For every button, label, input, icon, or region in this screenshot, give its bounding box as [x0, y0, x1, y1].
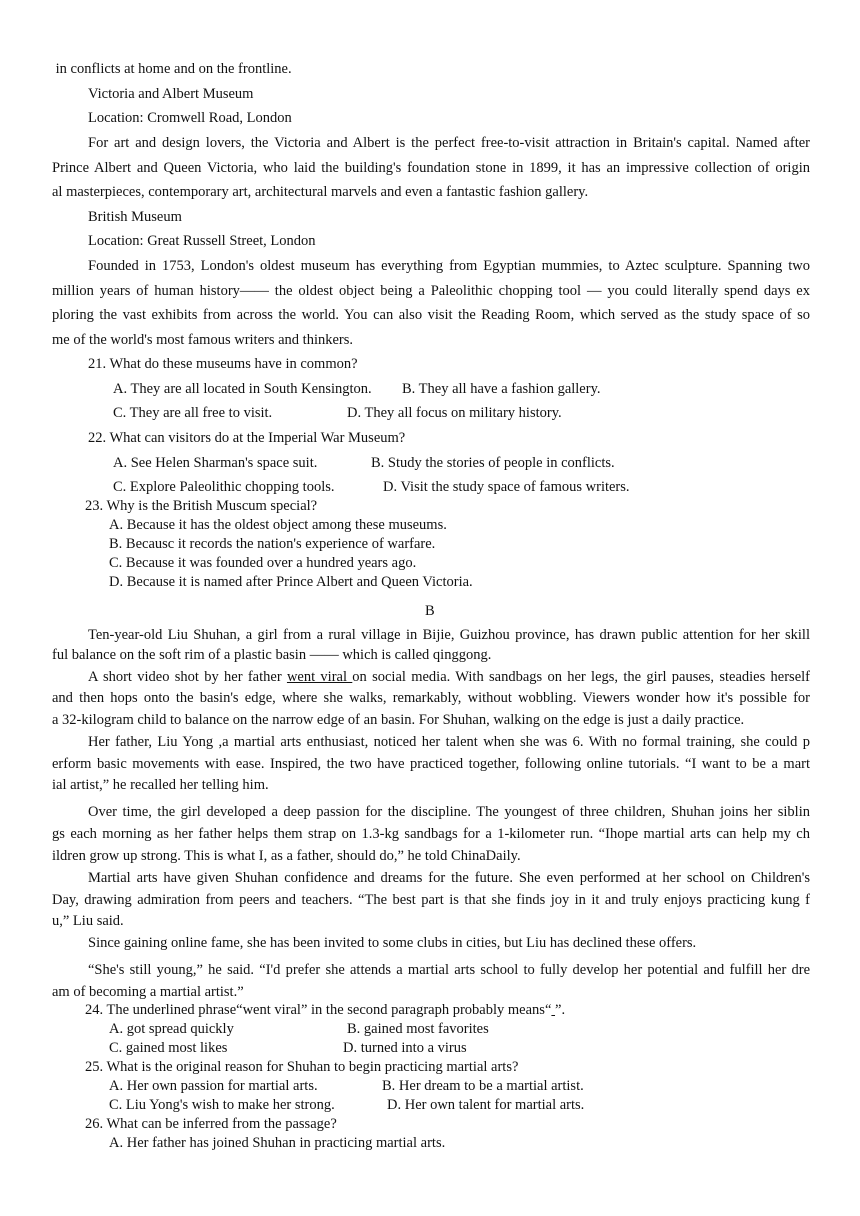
passage-line: ful balance on the soft rim of a plastic basin —— which is called qinggong. [52, 647, 492, 663]
passage-text: on social media. With sandbags on her legs, the girl pauses, steadies herself [352, 669, 810, 685]
passage-line: gs each morning as her father helps them strap on 1.3-kg sandbags for a 1-kilometer run. “Ihope martial arts can help my ch [52, 826, 810, 842]
passage-line: and then hops onto the basin's edge, where she walks, remarkably, without wobbling. Viewers wonder how it's possible for [52, 690, 810, 706]
underlined-phrase: went viral [286, 669, 353, 685]
passage-line: “She's still young,” he said. “I'd prefer she attends a martial arts school to fully develop her potential and fulfill her dre [88, 962, 810, 978]
question-stem: 21. What do these museums have in common? [88, 356, 358, 372]
passage-line: Since gaining online fame, she has been invited to some clubs in cities, but Liu has declined these offers. [88, 935, 697, 951]
option-d: D. They all focus on military history. [347, 405, 562, 421]
option-c: C. Liu Yong's wish to make her strong. [109, 1097, 335, 1113]
passage-line: me of the world's most famous writers and thinkers. [52, 332, 354, 348]
passage-line: Founded in 1753, London's oldest museum has everything from Egyptian mummies, to Aztec sculpture. Spanning two [88, 258, 810, 274]
question-stem [85, 1001, 565, 1019]
question-text: ”. [555, 1002, 566, 1018]
passage-line: For art and design lovers, the Victoria and Albert is the perfect free-to-visit attraction in Britain's capital. Named after [88, 135, 810, 151]
question-stem: 25. What is the original reason for Shuhan to begin practicing martial arts? [85, 1059, 519, 1075]
option-a: A. Her own passion for martial arts. [109, 1078, 318, 1094]
option-b: B. Her dream to be a martial artist. [382, 1078, 584, 1094]
passage-line: a 32-kilogram child to balance on the narrow edge of an basin. For Shuhan, walking on the edge is just a daily practice. [52, 712, 745, 728]
option-d: D. Her own talent for martial arts. [387, 1097, 585, 1113]
option-b: B. Study the stories of people in conflicts. [371, 455, 615, 471]
option-c: C. gained most likes [109, 1040, 228, 1056]
option-b: B. Becausc it records the nation's experience of warfare. [109, 536, 436, 552]
passage-line: ial artist,” he recalled her telling him. [52, 777, 269, 793]
passage-line: Her father, Liu Yong ,a martial arts enthusiast, noticed her talent when she was 6. With no formal training, she could p [88, 734, 810, 750]
option-a: A. got spread quickly [109, 1021, 234, 1037]
passage-line: erform basic movements with ease. Inspired, the two have practiced together, following online tutorials. “I want to be a mart [52, 756, 810, 772]
question-stem: 23. Why is the British Muscum special? [85, 498, 318, 514]
passage-line: al masterpieces, contemporary art, architectural marvels and even a fantastic fashion gallery. [52, 184, 589, 200]
passage-line [52, 668, 810, 686]
passage-line: Day, drawing admiration from peers and teachers. “The best part is that she finds joy in it and truly enjoys practicing kung f [52, 892, 810, 908]
question-stem: 26. What can be inferred from the passage? [85, 1116, 337, 1132]
option-c: C. Because it was founded over a hundred years ago. [109, 555, 417, 571]
option-a: A. See Helen Sharman's space suit. [113, 455, 318, 471]
option-b: B. They all have a fashion gallery. [402, 381, 601, 397]
passage-line: Ten-year-old Liu Shuhan, a girl from a rural village in Bijie, Guizhou province, has drawn public attention for her skill [88, 627, 810, 643]
option-c: C. They are all free to visit. [113, 405, 273, 421]
option-b: B. gained most favorites [347, 1021, 489, 1037]
passage-line: am of becoming a martial artist.” [52, 984, 244, 1000]
option-a: A. They are all located in South Kensington. [113, 381, 372, 397]
option-d: D. turned into a virus [343, 1040, 467, 1056]
question-stem: 22. What can visitors do at the Imperial War Museum? [88, 430, 406, 446]
option-a: A. Because it has the oldest object among these museums. [109, 517, 447, 533]
passage-line: Prince Albert and Queen Victoria, who laid the building's foundation stone in 1899, it has an impressive collection of origin [52, 160, 810, 176]
question-text: 24. The underlined phrase“went viral” in the second paragraph probably means“ [85, 1002, 552, 1018]
option-c: C. Explore Paleolithic chopping tools. [113, 479, 335, 495]
museum-location-va: Location: Cromwell Road, London [88, 110, 292, 126]
museum-title-va: Victoria and Albert Museum [88, 86, 254, 102]
option-d: D. Visit the study space of famous writers. [383, 479, 630, 495]
option-d: D. Because it is named after Prince Albert and Queen Victoria. [109, 574, 473, 590]
museum-title-bm: British Museum [88, 209, 182, 225]
passage-text: A short video shot by her father [88, 669, 287, 685]
passage-line: Over time, the girl developed a deep passion for the discipline. The youngest of three children, Shuhan joins her siblin [88, 804, 810, 820]
passage-line: u,” Liu said. [52, 913, 124, 929]
passage-line: ploring the vast exhibits from across the world. You can also visit the Reading Room, which served as the study space of so [52, 307, 810, 323]
passage-line: million years of human history—— the oldest object being a Paleolithic chopping tool — you could literally spend days ex [52, 283, 810, 299]
passage-line: in conflicts at home and on the frontline. [52, 61, 292, 77]
option-a: A. Her father has joined Shuhan in practicing martial arts. [109, 1135, 446, 1151]
museum-location-bm: Location: Great Russell Street, London [88, 233, 316, 249]
passage-line: ildren grow up strong. This is what I, as a father, should do,” he told ChinaDaily. [52, 848, 521, 864]
section-heading: B [425, 603, 435, 619]
passage-line: Martial arts have given Shuhan confidence and dreams for the future. She even performed at her school on Children's [88, 870, 810, 886]
